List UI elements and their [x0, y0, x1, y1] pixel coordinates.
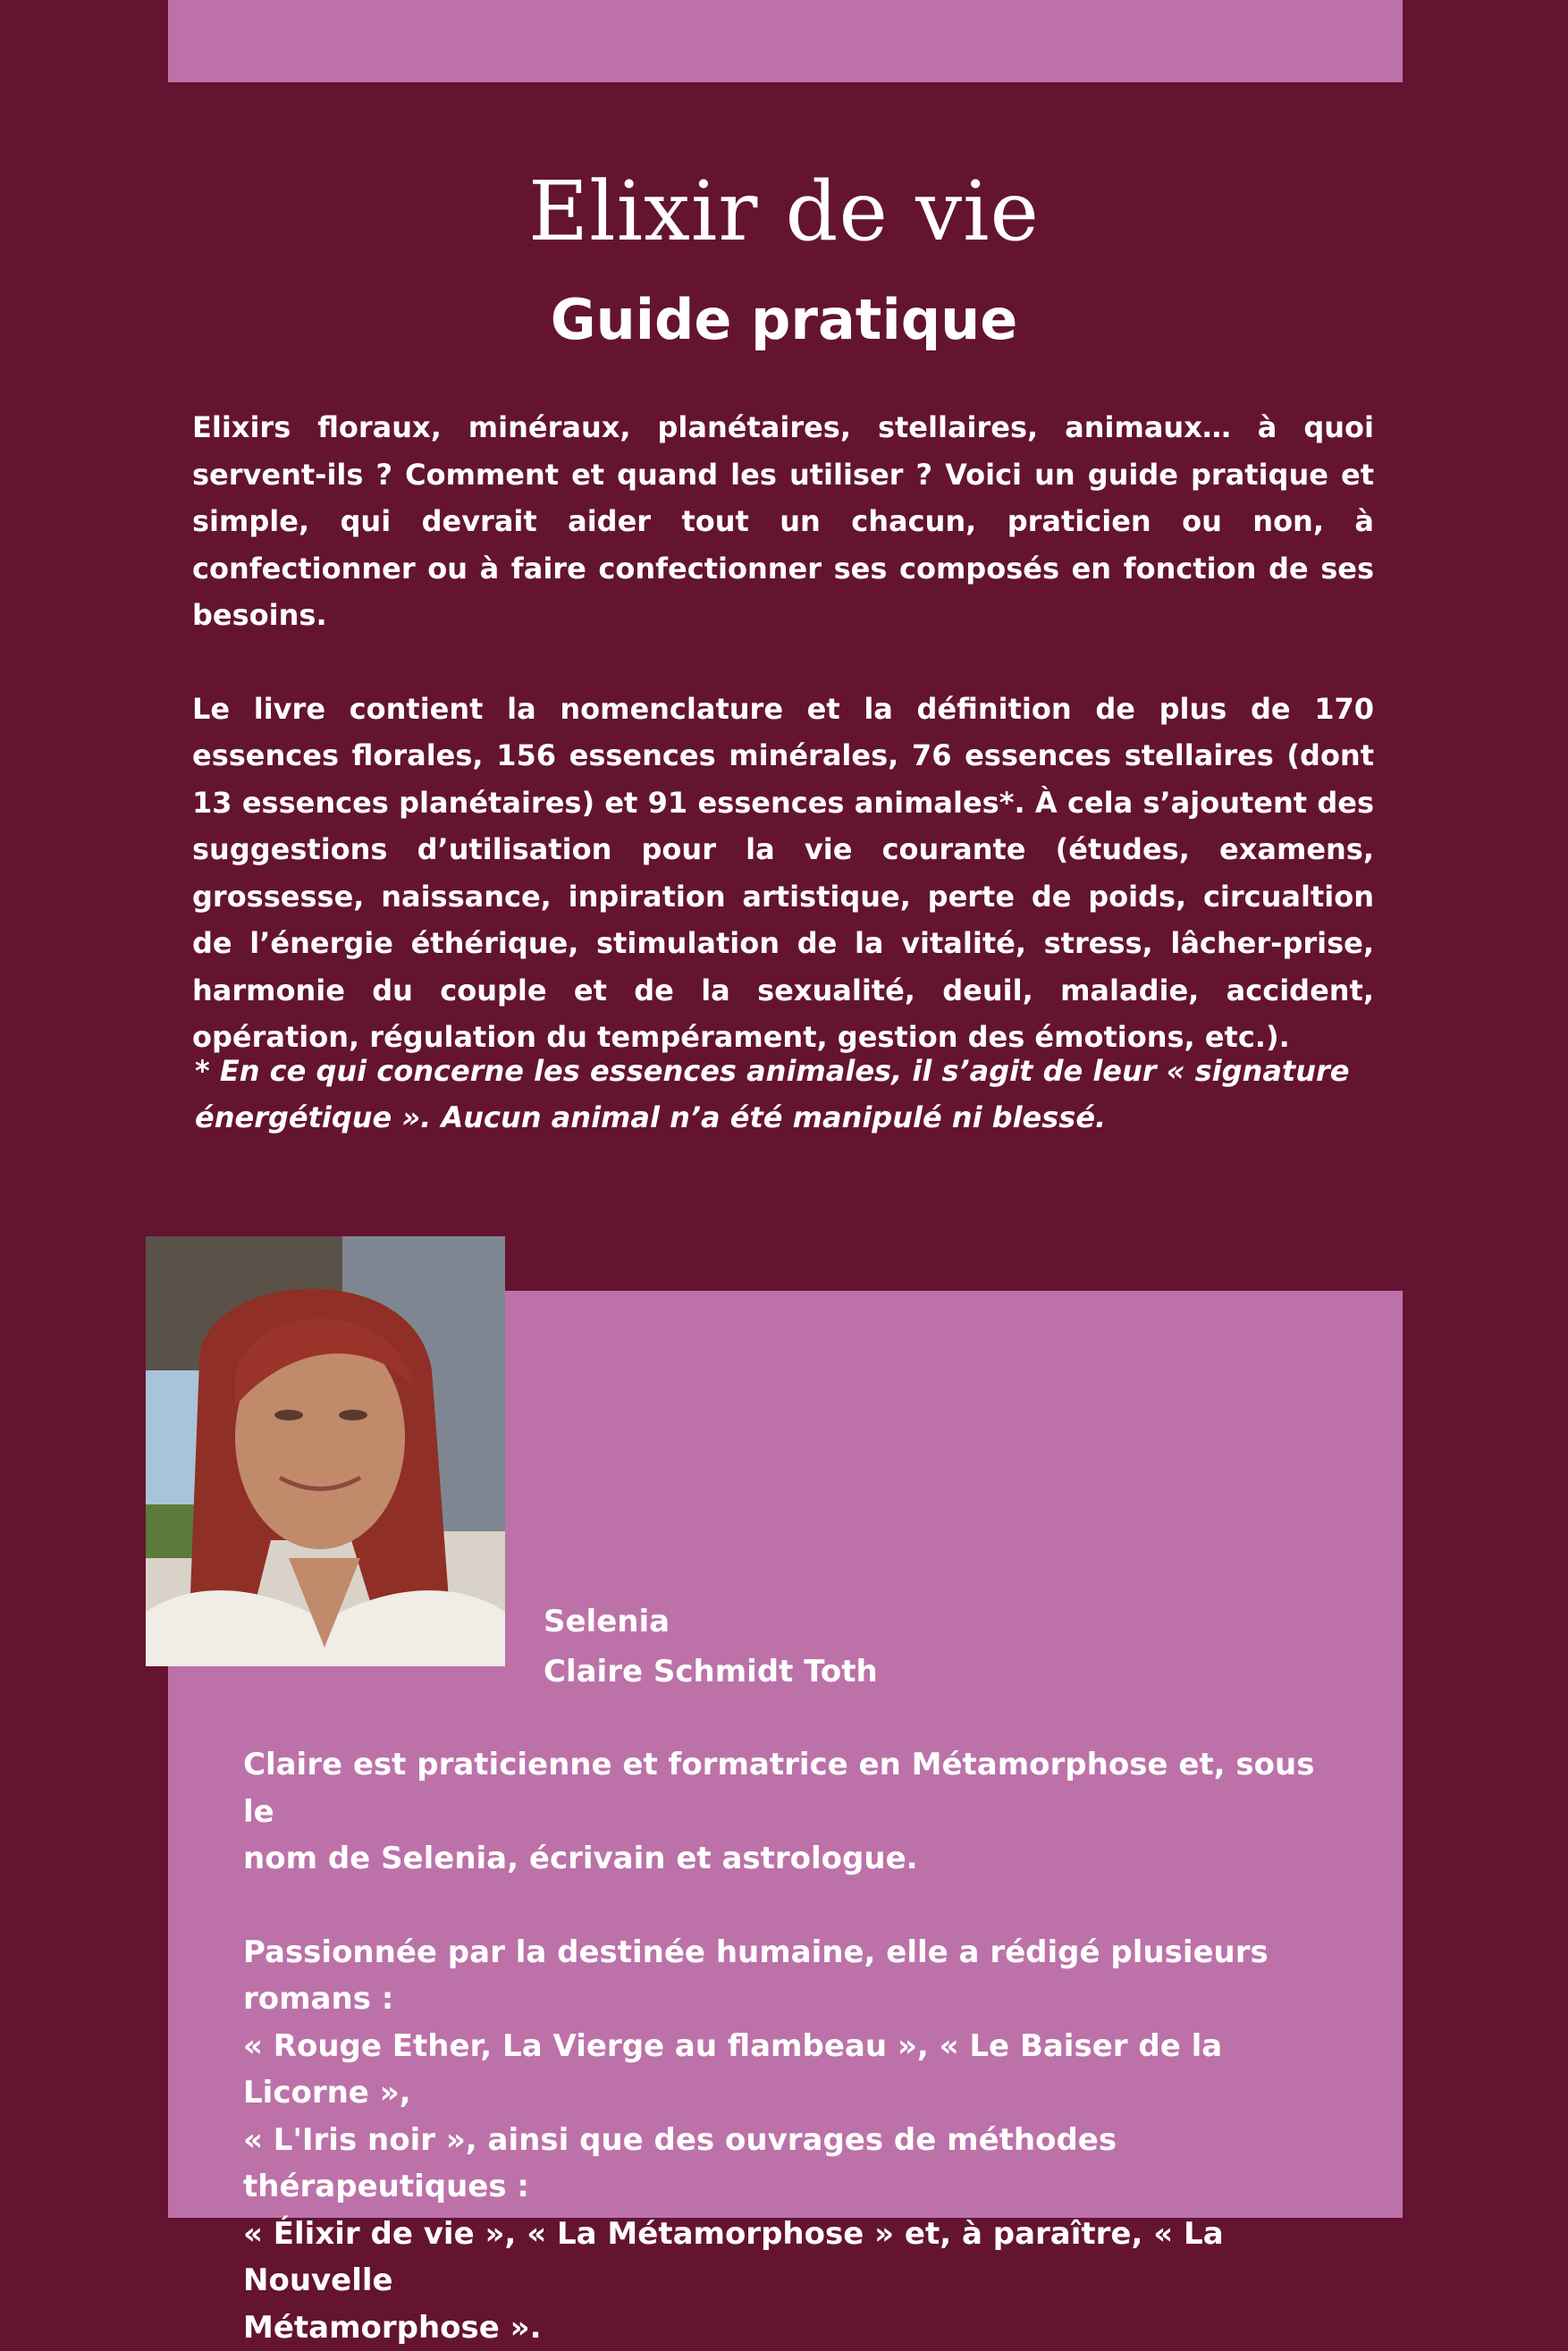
author-name-block — [544, 1597, 1169, 1697]
footnote — [195, 1048, 1377, 1141]
bio-paragraph-1 — [243, 1741, 1352, 1883]
author-pen-name: Selenia — [544, 1597, 1169, 1647]
footnote-line-2: énergétique ». Aucun animal n’a été manipulé ni blessé. — [195, 1094, 1377, 1141]
bio-line: Passionnée par la destinée humaine, elle a rédigé plusieurs romans : — [243, 1934, 1269, 2018]
top-color-band — [168, 0, 1403, 82]
bio-line: Métamorphose ». — [243, 2310, 542, 2346]
author-photo — [146, 1236, 505, 1666]
book-description — [192, 404, 1374, 1061]
author-full-name: Claire Schmidt Toth — [544, 1647, 1169, 1697]
bio-line: nom de Selenia, écrivain et astrologue. — [243, 1841, 918, 1876]
bio-line: « Élixir de vie », « La Métamorphose » et, à paraître, « La Nouvelle — [243, 2216, 1224, 2299]
book-title: Elixir de vie — [0, 163, 1568, 261]
bio-line: « L'Iris noir », ainsi que des ouvrages de méthodes thérapeutiques : — [243, 2122, 1117, 2205]
book-subtitle: Guide pratique — [0, 284, 1568, 356]
bio-paragraph-2 — [243, 1929, 1352, 2351]
bio-line: Claire est praticienne et formatrice en Métamorphose et, sous le — [243, 1747, 1314, 1830]
footnote-line-1: * En ce qui concerne les essences animales, il s’agit de leur « signature — [195, 1048, 1377, 1094]
description-paragraph-2: Le livre contient la nomenclature et la définition de plus de 170 essences florales, 156 essences minérales, 76 essences stellaires (dont 13 essences planétaires) et 91 essences animales*. À cela s’ajoutent des suggestions d’utilisation pour la vie courante (études, examens, grossesse, naissance, inpiration artistique, perte de poids, circualtion de l’énergie éthérique, stimulation de la vitalité, stress, lâcher-prise, harmonie du couple et de la sexualité, deuil, maladie, accident, opération, régulation du tempérament, gestion des émotions, etc.). — [192, 686, 1374, 1061]
bio-line: « Rouge Ether, La Vierge au flambeau », « Le Baiser de la Licorne », — [243, 2028, 1222, 2111]
description-paragraph-1: Elixirs floraux, minéraux, planétaires, stellaires, animaux… à quoi servent-ils ? Comment et quand les utiliser ? Voici un guide pratique et simple, qui devrait aider tout un chacun, praticien ou non, à confectionner ou à faire confectionner ses composés en fonction de ses besoins. — [192, 404, 1374, 639]
author-bio — [243, 1741, 1352, 2351]
